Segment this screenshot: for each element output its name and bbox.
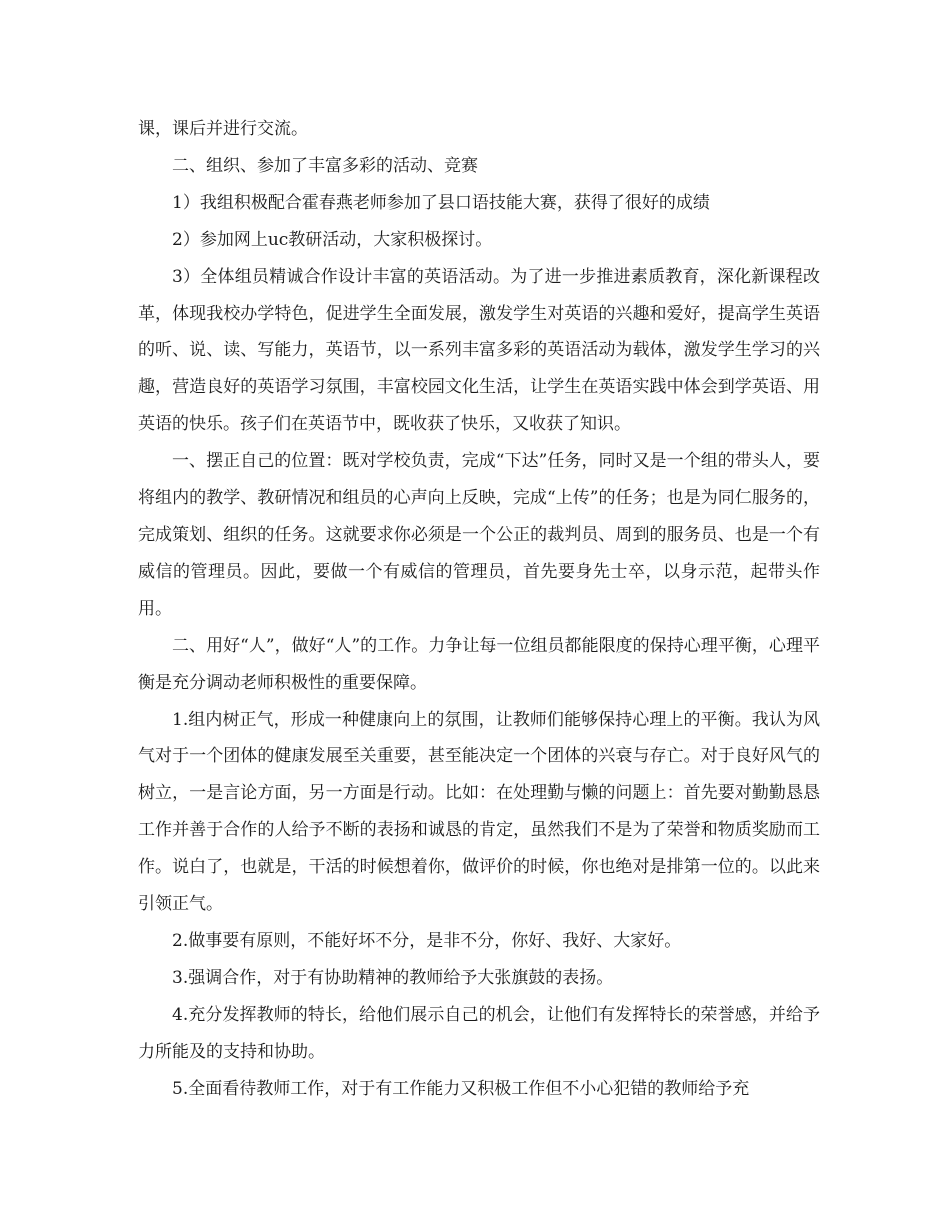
paragraph: 课，课后并进行交流。 (138, 119, 308, 139)
document-body (138, 111, 820, 1107)
list-item: 2）参加网上uc教研活动，大家积极探讨。 (172, 229, 493, 250)
list-item: 2.做事要有原则，不能好坏不分，是非不分，你好、我好、大家好。 (172, 930, 682, 951)
list-item: 5.全面看待教师工作，对于有工作能力又积极工作但不小心犯错的教师给予充 (172, 1078, 750, 1099)
list-item: 1）我组积极配合霍春燕老师参加了县口语技能大赛，获得了很好的成绩 (172, 192, 710, 213)
paragraph: 二、用好“人”，做好“人”的工作。力争让每一位组员都能限度的保持心理平衡，心理平衡是充分调动老师积极性的重要保障。 (138, 635, 820, 693)
list-item: 4.充分发挥教师的特长，给他们展示自己的机会，让他们有发挥特长的荣誉感，并给予力所能及的支持和协助。 (138, 1004, 820, 1062)
list-item: 3.强调合作，对于有协助精神的教师给予大张旗鼓的表扬。 (172, 967, 614, 988)
list-item: 1.组内树正气，形成一种健康向上的氛围，让教师们能够保持心理上的平衡。我认为风气对于一个团体的健康发展至关重要，甚至能决定一个团体的兴衰与存亡。对于良好风气的树立，一是言论方面，另一方面是行动。比如：在处理勤与懒的问题上：首先要对勤勤恳恳工作并善于合作的人给予不断的表扬和诚恳的肯定，虽然我们不是为了荣誉和物质奖励而工作。说白了，也就是，干活的时候想着你，做评价的时候，你也绝对是排第一位的。以此来引领正气。 (138, 709, 820, 915)
list-item: 3）全体组员精诚合作设计丰富的英语活动。为了进一步推进素质教育，深化新课程改革，体现我校办学特色，促进学生全面发展，激发学生对英语的兴趣和爱好，提高学生英语的听、说、读、写能力，英语节，以一系列丰富多彩的英语活动为载体，激发学生学习的兴趣，营造良好的英语学习氛围，丰富校园文化生活，让学生在英语实践中体会到学英语、用英语的快乐。孩子们在英语节中，既收获了快乐，又收获了知识。 (138, 266, 820, 435)
paragraph: 一、摆正自己的位置：既对学校负责，完成“下达”任务，同时又是一个组的带头人，要将组内的教学、教研情况和组员的心声向上反映，完成“上传”的任务；也是为同仁服务的，完成策划、组织的任务。这就要求你必须是一个公正的裁判员、周到的服务员、也是一个有威信的管理员。因此，要做一个有威信的管理员，首先要身先士卒，以身示范，起带头作用。 (138, 451, 820, 619)
section-heading-activities: 二、组织、参加了丰富多彩的活动、竞赛 (172, 155, 478, 176)
